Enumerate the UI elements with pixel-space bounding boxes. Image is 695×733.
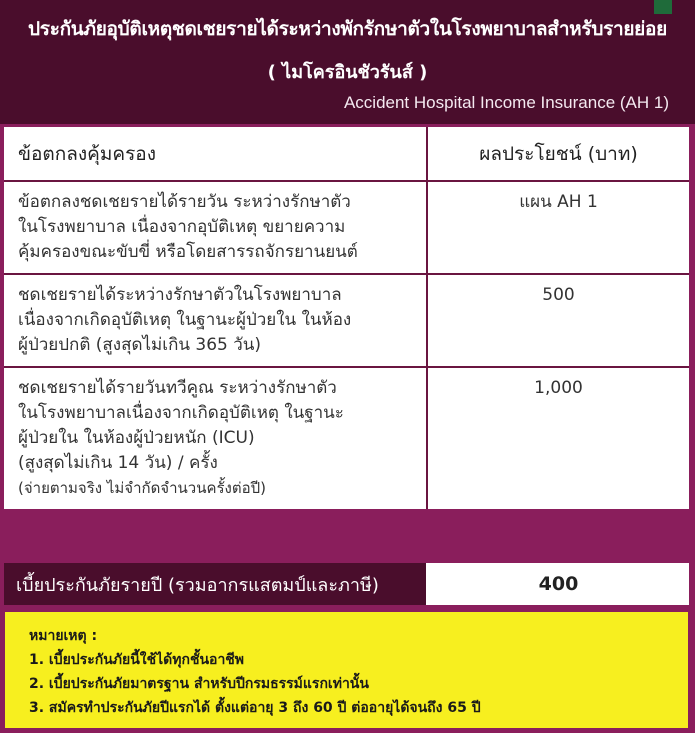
coverage-text-line: ในโรงพยาบาล เนื่องจากอุบัติเหตุ ขยายความ (18, 217, 346, 237)
benefit-value: 1,000 (534, 378, 583, 398)
benefit-value: 500 (542, 285, 575, 305)
coverage-text-line: คุ้มครองขณะขับขี่ หรือโดยสารรถจักรยานยนต์ (18, 242, 358, 262)
coverage-text-line: (สูงสุดไม่เกิน 14 วัน) / ครั้ง (18, 453, 218, 473)
premium-value: 400 (538, 573, 579, 595)
page-title: ประกันภัยอุบัติเหตุชดเชยรายได้ระหว่างพักรักษาตัวในโรงพยาบาลสำหรับรายย่อย (28, 18, 667, 40)
coverage-column-header: ข้อตกลงคุ้มครอง (4, 127, 428, 180)
notes-title: หมายเหตุ : (29, 628, 98, 644)
coverage-text-line: ผู้ป่วยใน ในห้องผู้ป่วยหนัก (ICU) (18, 428, 255, 448)
coverage-text-line: ชดเชยรายได้รายวันทวีคูณ ระหว่างรักษาตัว (18, 378, 337, 398)
coverage-text-line: (จ่ายตามจริง ไม่จำกัดจำนวนครั้งต่อปี) (18, 479, 266, 497)
table-header (4, 127, 689, 182)
coverage-table (4, 127, 689, 509)
coverage-text-line: ชดเชยรายได้ระหว่างรักษาตัวในโรงพยาบาล (18, 285, 342, 305)
premium-label: เบี้ยประกันภัยรายปี (รวมอากรแสตมป์และภาษี) (4, 563, 428, 605)
coverage-text-line: เนื่องจากเกิดอุบัติเหตุ ในฐานะผู้ป่วยใน ในห้อง (18, 310, 352, 330)
notes-box (5, 612, 688, 728)
page-subtitle: ( ไมโครอินชัวรันส์ ) (267, 62, 428, 83)
note-item: 2. เบี้ยประกันภัยมาตรฐาน สำหรับปีกรมธรรม์แรกเท่านั้น (29, 676, 369, 692)
note-item: 1. เบี้ยประกันภัยนี้ใช้ได้ทุกชั้นอาชีพ (29, 652, 245, 668)
annual-premium-row (4, 563, 689, 605)
coverage-cell (4, 275, 428, 366)
english-title: Accident Hospital Income Insurance (AH 1) (343, 93, 669, 112)
benefit-column-header: ผลประโยชน์ (บาท) (479, 142, 638, 165)
coverage-text-line: ในโรงพยาบาลเนื่องจากเกิดอุบัติเหตุ ในฐานะ (18, 403, 344, 423)
table-row (4, 275, 689, 368)
coverage-cell (4, 182, 428, 273)
benefit-value: แผน AH 1 (519, 192, 598, 212)
coverage-cell (4, 368, 428, 509)
coverage-text-line: ผู้ป่วยปกติ (สูงสุดไม่เกิน 365 วัน) (18, 335, 262, 355)
table-row (4, 368, 689, 509)
table-row (4, 182, 689, 275)
note-item: 3. สมัครทำประกันภัยปีแรกได้ ตั้งแต่อายุ 3 ถึง 60 ปี ต่ออายุได้จนถึง 65 ปี (29, 700, 481, 716)
coverage-text-line: ข้อตกลงชดเชยรายได้รายวัน ระหว่างรักษาตัว (18, 192, 351, 212)
decorative-corner-shape (654, 0, 672, 14)
header-banner (0, 0, 695, 124)
